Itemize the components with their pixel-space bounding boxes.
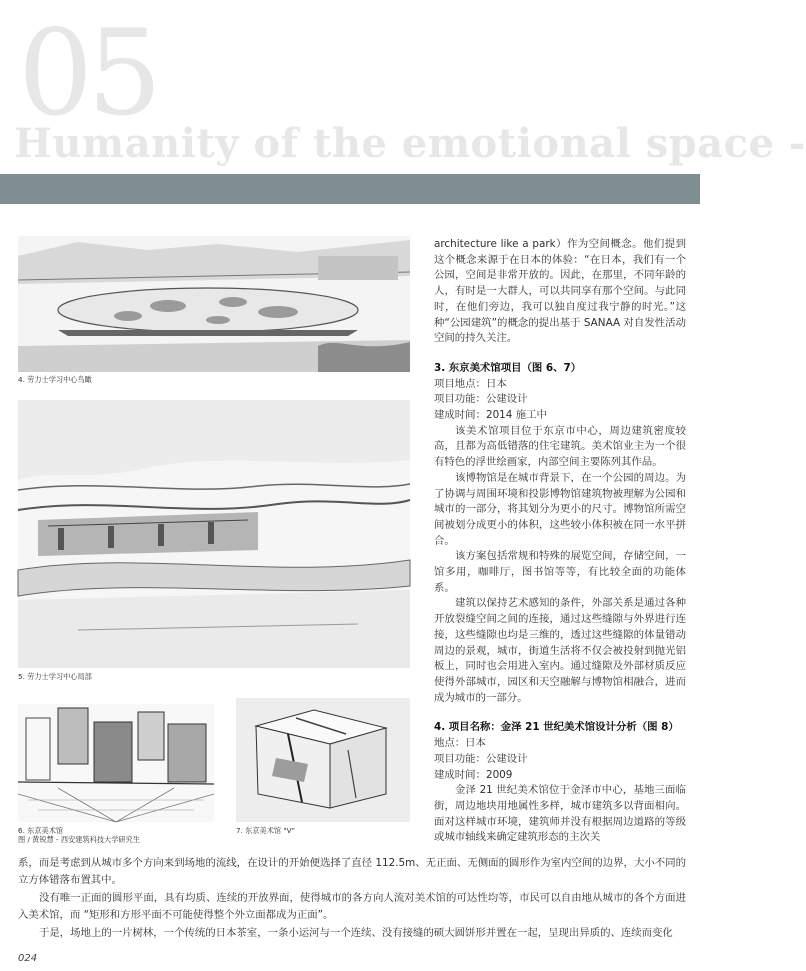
chapter-title: Humanity of the emotional space - xyxy=(14,120,806,167)
section-3-location: 项目地点：日本 xyxy=(434,377,507,390)
section-3-time: 建成时间：2014 施工中 xyxy=(434,409,547,422)
section-4-location: 地点：日本 xyxy=(434,737,486,750)
chapter-number: 05 xyxy=(18,4,157,142)
paragraph: 没有唯一正面的圆形平面，具有均质、连续的开放界面，使得城市的各方向人流对美术馆的可达性均等，市民可以自由地从城市的各个方面进入美术馆，而 “矩形和方形平面不可能使得整个外立面都成为正面”。 xyxy=(18,891,686,922)
page-number: 024 xyxy=(18,953,38,964)
figure-6-credit: 图 / 黄锐慧 - 西安建筑科技大学研究生 xyxy=(18,835,140,844)
paragraph: 系，而是考虑到从城市多个方向来到场地的流线，在设计的开始便选择了直径 112.5m、无正面、无侧面的圆形作为室内空间的边界，大小不同的立方体错落布置其中。 xyxy=(18,857,686,887)
figure-4-caption: 4. 劳力士学习中心鸟瞰 xyxy=(18,375,92,384)
section-3-function: 项目功能：公建设计 xyxy=(434,393,528,406)
right-text-column xyxy=(434,237,686,846)
paragraph: architecture like a park）作为空间概念。他们提到这个概念来源于在日本的体验：“在日本，我们有一个公园，空间是非常开放的。因此，在那里，不同年龄的人，有时是一大群人，可以共同享有那个空间。与此同时，在他们旁边，我可以独自度过我宁静的时光。”这种“公园建筑”的概念的提出基于 SANAA 对自发性活动空间的持久关注。 xyxy=(434,238,686,345)
section-4-time: 建成时间：2009 xyxy=(434,768,513,781)
section-3-heading: 3. 东京美术馆项目（图 6、7） xyxy=(434,361,582,374)
paragraph: 该博物馆是在城市背景下，在一个公园的周边。为了协调与周围环境和投影博物馆建筑物被理解为公园和城市的一部分，将其划分为更小的尺寸。博物馆所需空间被划分成更小的体积，这些较小体积被在同一水平拼合。 xyxy=(434,471,686,547)
paragraph: 该方案包括常规和特殊的展览空间，存储空间，一馆多用，咖啡厅，图书馆等等，有比较全面的功能体系。 xyxy=(434,550,686,594)
section-4-heading: 4. 项目名称：金泽 21 世纪美术馆设计分析（图 8） xyxy=(434,721,679,734)
figure-6-caption: 6. 东京美术馆 xyxy=(18,826,64,835)
paragraph: 金泽 21 世纪美术馆位于金泽市中心，基地三面临街，周边地块用地属性多样，城市建筑多以背面相向。面对这样城市环境，建筑师并没有根据周边道路的等级或城市轴线来确定建筑形态的主次关 xyxy=(434,784,686,844)
bottom-text xyxy=(18,855,686,942)
figure-5-detail-photo xyxy=(18,400,410,668)
figure-7-caption: 7. 东京美术馆 "V" xyxy=(236,826,295,835)
paragraph: 建筑以保持艺术感知的条件，外部关系是通过各种开放裂缝空间之间的连接，通过这些缝隙与外界进行连接，这些缝隙也均是三维的，透过这些缝隙的体量错动周边的景观，城市，街道生活将不仅会被投射到抛光铝板上，同时也会用进入室内。通过缝隙及外部材质反应使得外部城市，园区和天空融解与博物馆相融合，进而成为城市的一部分。 xyxy=(434,597,686,704)
header-band xyxy=(0,174,700,204)
figure-4-aerial-photo xyxy=(18,236,410,372)
section-4-function: 项目功能：公建设计 xyxy=(434,752,528,765)
figure-5-caption: 5. 劳力士学习中心局部 xyxy=(18,672,92,681)
figure-6-sketch xyxy=(18,704,214,822)
figure-7-model-photo xyxy=(236,698,410,822)
paragraph: 该美术馆项目位于东京市中心，周边建筑密度较高，且都为高低错落的住宅建筑。美术馆业主为一个很有特色的浮世绘画家，内部空间主要陈列其作品。 xyxy=(434,424,686,469)
paragraph: 于是，场地上的一片树林，一个传统的日本茶室，一条小运河与一个连续、没有接缝的硕大圆饼形并置在一起，呈现出异质的、连续而变化 xyxy=(39,926,673,939)
